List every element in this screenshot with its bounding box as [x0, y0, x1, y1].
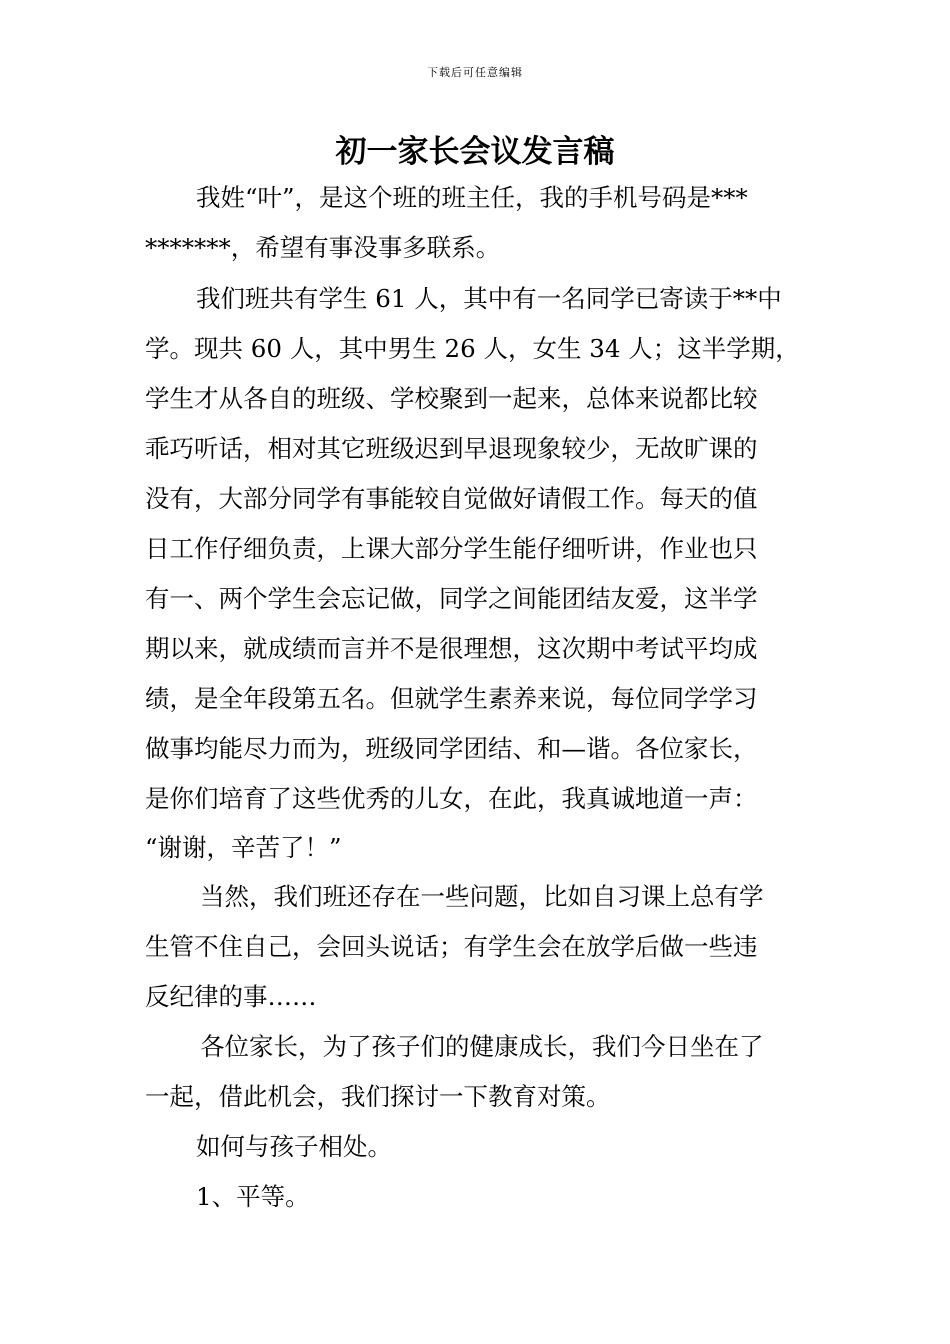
paragraph-line: 各位家长，为了孩子们的健康成长，我们今日坐在了 [200, 1032, 764, 1061]
paragraph-line: 当然，我们班还存在一些问题，比如自习课上总有学 [200, 882, 764, 911]
paragraph-line: 学。现共 60 人，其中男生 26 人，女生 34 人；这半学期， [145, 334, 800, 363]
paragraph-line: 做事均能尽力而为，班级同学团结、和—谐。各位家长， [145, 734, 758, 763]
header-note: 下载后可任意编辑 [427, 66, 523, 79]
paragraph-line: 一起，借此机会，我们探讨一下教育对策。 [145, 1082, 611, 1111]
paragraph-line: 乖巧听话，相对其它班级迟到早退现象较少，无故旷课的 [145, 434, 758, 463]
paragraph-line: *******，希望有事没事多联系。 [145, 233, 501, 262]
paragraph-line: 1、平等。 [196, 1182, 310, 1211]
paragraph-line: 是你们培育了这些优秀的儿女，在此，我真诚地道一声： [145, 784, 758, 813]
paragraph-line: 学生才从各自的班级、学校聚到一起来，总体来说都比较 [145, 384, 758, 413]
paragraph-line: 没有，大部分同学有事能较自觉做好请假工作。每天的值 [145, 484, 758, 513]
paragraph-line: 绩，是全年段第五名。但就学生素养来说，每位同学学习 [145, 684, 758, 713]
paragraph-line: 期以来，就成绩而言并不是很理想，这次期中考试平均成 [145, 634, 758, 663]
paragraph-line: 我们班共有学生 61 人，其中有一名同学已寄读于**中 [196, 284, 782, 313]
paragraph-line: 日工作仔细负责，上课大部分学生能仔细听讲，作业也只 [145, 534, 758, 563]
paragraph-line: “谢谢，辛苦了！” [145, 833, 342, 862]
paragraph-line: 反纪律的事…… [145, 982, 317, 1011]
paragraph-line: 如何与孩子相处。 [196, 1132, 392, 1161]
document-title: 初一家长会议发言稿 [335, 134, 615, 170]
paragraph-line: 我姓“叶”，是这个班的班主任，我的手机号码是*** [196, 183, 748, 212]
paragraph-line: 生管不住自己，会回头说话；有学生会在放学后做一些违 [145, 932, 758, 961]
paragraph-line: 有一、两个学生会忘记做，同学之间能团结友爱，这半学 [145, 584, 758, 613]
